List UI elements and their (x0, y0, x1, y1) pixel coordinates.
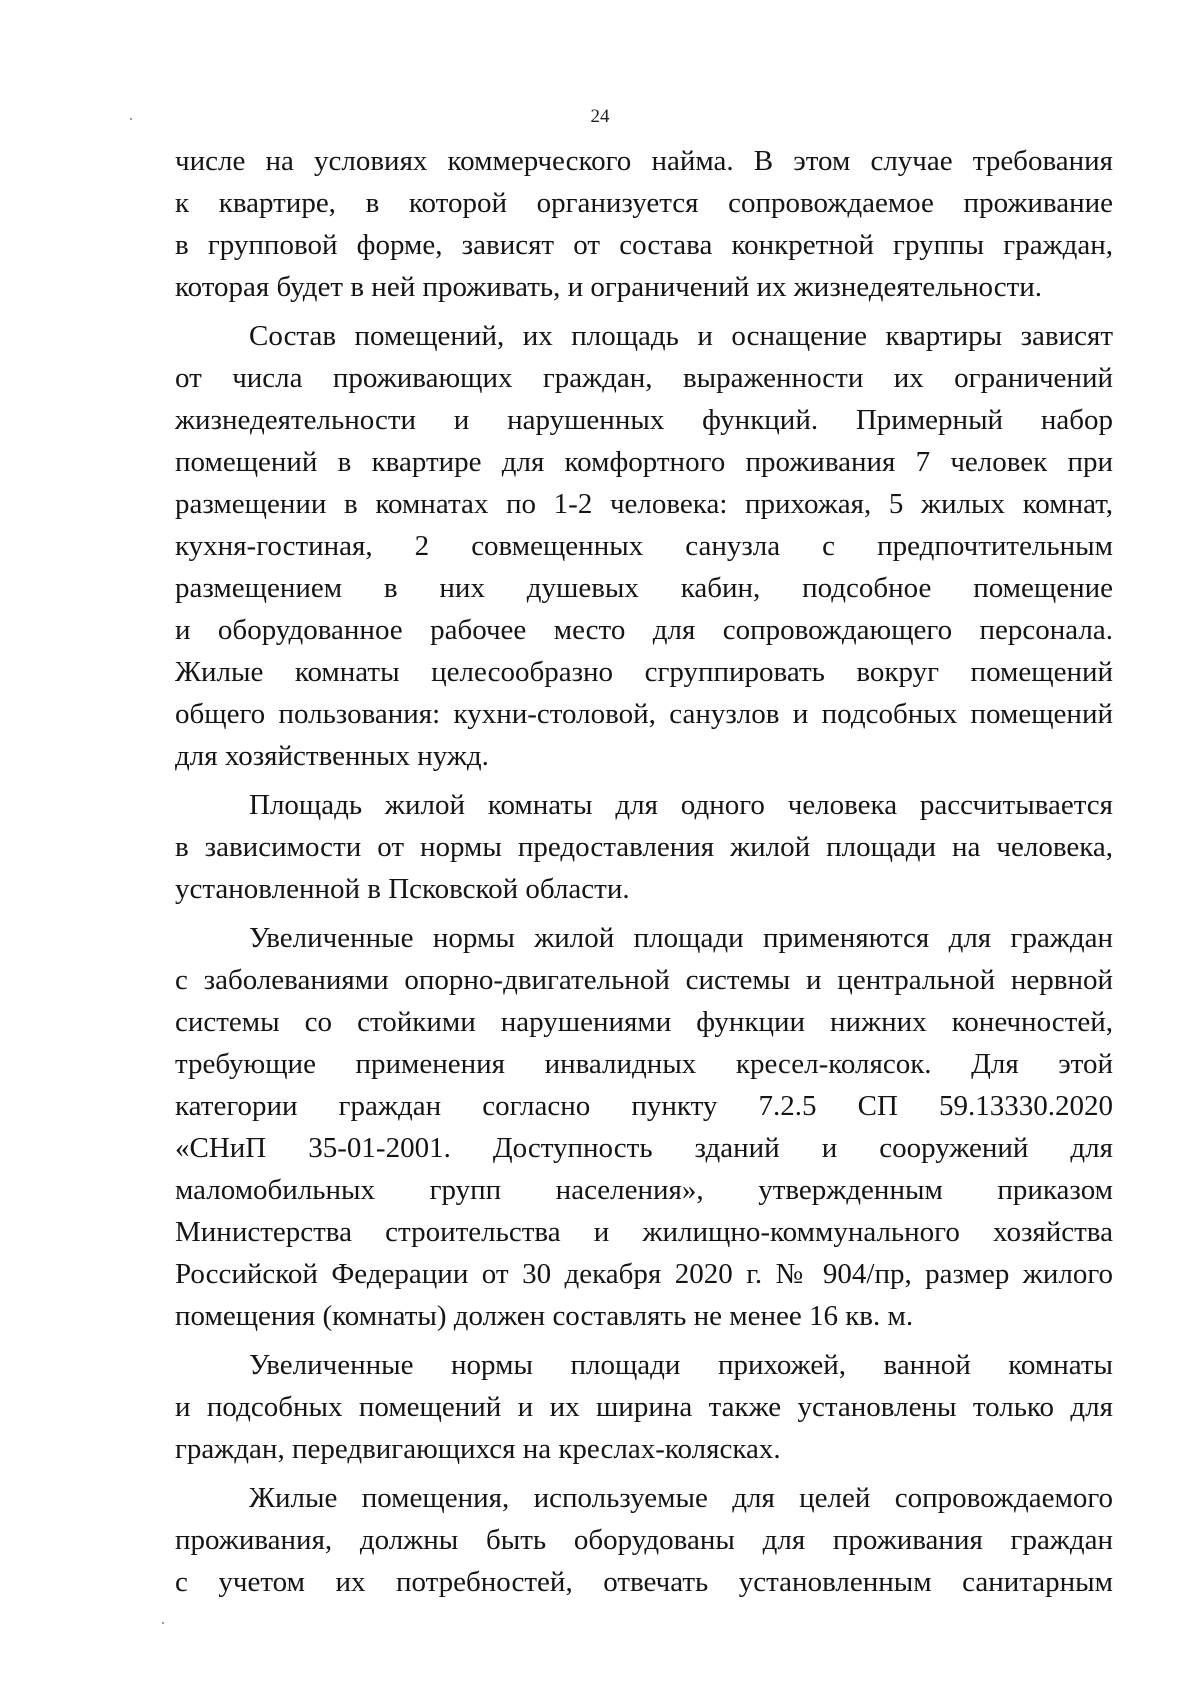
text-line: в групповой форме, зависят от состава конкретной группы граждан, (175, 229, 1113, 261)
paragraph-2 (175, 315, 1113, 777)
text-line: проживания, должны быть оборудованы для проживания граждан (175, 1524, 1113, 1556)
paragraph-1 (175, 140, 1113, 308)
text-line: Российской Федерации от 30 декабря 2020 г. № 904/пр, размер жилого (175, 1258, 1113, 1290)
text-line: системы со стойкими нарушениями функции нижних конечностей, (175, 1006, 1113, 1038)
text-line: Состав помещений, их площадь и оснащение квартиры зависят (249, 320, 1113, 352)
paragraph-6 (175, 1477, 1113, 1603)
text-line: и оборудованное рабочее место для сопровождающего персонала. (175, 614, 1113, 646)
text-line: помещения (комнаты) должен составлять не менее 16 кв. м. (175, 1300, 914, 1332)
text-line: Министерства строительства и жилищно-коммунального хозяйства (175, 1216, 1113, 1248)
text-line: Жилые помещения, используемые для целей сопровождаемого (249, 1482, 1113, 1514)
paragraph-4 (175, 917, 1113, 1337)
paragraph-3 (175, 784, 1113, 910)
text-line: граждан, передвигающихся на креслах-колясках. (175, 1433, 781, 1465)
text-line: для хозяйственных нужд. (175, 740, 489, 772)
body-text (175, 140, 1113, 1610)
text-line: и подсобных помещений и их ширина также установлены только для (175, 1391, 1113, 1423)
text-line: жизнедеятельности и нарушенных функций. Примерный набор (175, 404, 1113, 436)
text-line: кухня-гостиная, 2 совмещенных санузла с предпочтительным (175, 530, 1113, 562)
scan-speck (130, 118, 132, 120)
text-line: требующие применения инвалидных кресел-колясок. Для этой (175, 1048, 1113, 1080)
text-line: категории граждан согласно пункту 7.2.5 СП 59.13330.2020 (175, 1090, 1113, 1122)
text-line: установленной в Псковской области. (175, 873, 630, 905)
text-line: Площадь жилой комнаты для одного человека рассчитывается (249, 789, 1113, 821)
text-line: Увеличенные нормы жилой площади применяются для граждан (249, 922, 1113, 954)
text-line: с учетом их потребностей, отвечать установленным санитарным (175, 1566, 1113, 1598)
text-line: размещением в них душевых кабин, подсобное помещение (175, 572, 1113, 604)
text-line: размещении в комнатах по 1-2 человека: прихожая, 5 жилых комнат, (175, 488, 1113, 520)
text-line: числе на условиях коммерческого найма. В этом случае требования (175, 145, 1113, 177)
text-line: с заболеваниями опорно-двигательной системы и центральной нервной (175, 964, 1113, 996)
text-line: от числа проживающих граждан, выраженности их ограничений (175, 362, 1113, 394)
page-number: 24 (590, 106, 610, 127)
paragraph-5 (175, 1344, 1113, 1470)
text-line: маломобильных групп населения», утвержденным приказом (175, 1174, 1113, 1206)
text-line: к квартире, в которой организуется сопровождаемое проживание (175, 187, 1113, 219)
text-line: Жилые комнаты целесообразно сгруппировать вокруг помещений (175, 656, 1113, 688)
text-line: в зависимости от нормы предоставления жилой площади на человека, (175, 831, 1113, 863)
scan-speck (162, 1622, 164, 1624)
text-line: которая будет в ней проживать, и ограничений их жизнедеятельности. (175, 271, 1043, 303)
text-line: Увеличенные нормы площади прихожей, ванной комнаты (249, 1349, 1113, 1381)
text-line: общего пользования: кухни-столовой, санузлов и подсобных помещений (175, 698, 1113, 730)
text-line: «СНиП 35-01-2001. Доступность зданий и сооружений для (175, 1132, 1113, 1164)
text-line: помещений в квартире для комфортного проживания 7 человек при (175, 446, 1113, 478)
